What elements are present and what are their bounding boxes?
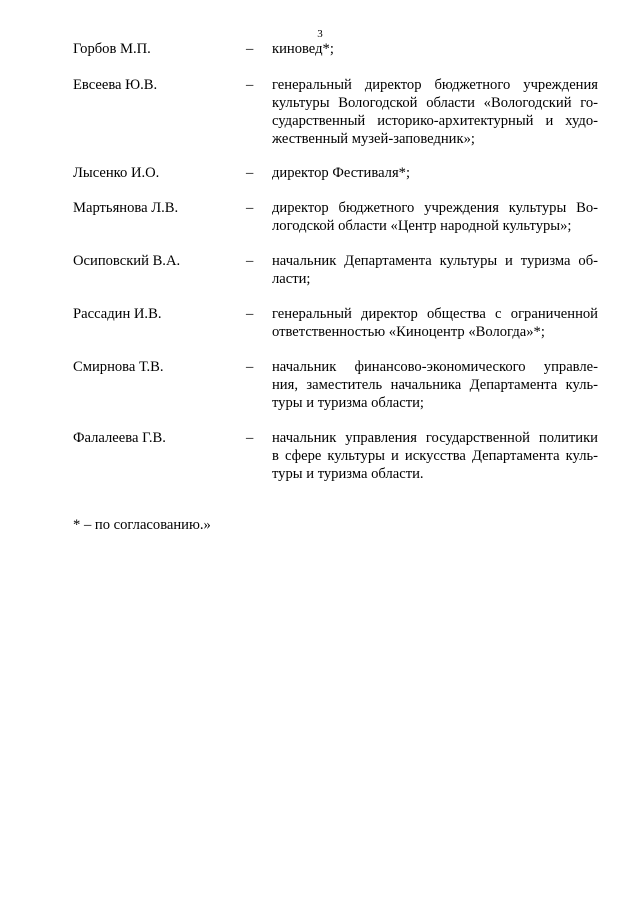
member-name: Фалалеева Г.В. [73,430,166,446]
member-name: Смирнова Т.В. [73,359,164,375]
member-dash: – [246,77,254,93]
member-name: Лысенко И.О. [73,165,160,181]
role-line: туры и туризма области; [272,395,424,411]
role-line: туры и туризма области. [272,466,424,482]
footnote: * – по согласованию.» [73,517,211,533]
role-line: ния, заместитель начальника Департамента куль- [272,377,598,393]
member-dash: – [246,41,254,57]
role-line: ласти; [272,271,311,287]
role-line: директор бюджетного учреждения культуры Во- [272,200,598,216]
role-line: логодской области «Центр народной культуры»; [272,218,572,234]
page-number: 3 [317,28,323,40]
member-dash: – [246,200,254,216]
role-line: начальник управления государственной политики [272,430,598,446]
role-line: директор Фестиваля*; [272,165,411,181]
member-role [272,76,598,148]
member-dash: – [246,430,254,446]
role-line: генеральный директор бюджетного учреждения [272,77,598,93]
role-line: культуры Вологодской области «Вологодский го- [272,95,598,111]
member-role [272,164,598,182]
member-name: Евсеева Ю.В. [73,77,158,93]
member-role [272,429,598,483]
member-name: Осиповский В.А. [73,253,181,269]
role-line: киновед*; [272,41,334,57]
member-role [272,252,598,288]
member-dash: – [246,306,254,322]
role-line: начальник Департамента культуры и туризма об- [272,253,598,269]
role-line: генеральный директор общества с ограниченной [272,306,598,322]
member-dash: – [246,165,254,181]
member-name: Рассадин И.В. [73,306,162,322]
member-dash: – [246,253,254,269]
member-role [272,305,598,341]
member-role [272,40,598,58]
role-line: ответственностью «Киноцентр «Вологда»*; [272,324,545,340]
role-line: начальник финансово-экономического управле- [272,359,598,375]
member-name: Горбов М.П. [73,41,151,57]
member-dash: – [246,359,254,375]
member-role [272,199,598,235]
role-line: сударственный историко-архитектурный и худо- [272,113,598,129]
member-name: Мартьянова Л.В. [73,200,179,216]
member-role [272,358,598,412]
role-line: жественный музей-заповедник»; [272,131,475,147]
role-line: в сфере культуры и искусства Департамента куль- [272,448,598,464]
